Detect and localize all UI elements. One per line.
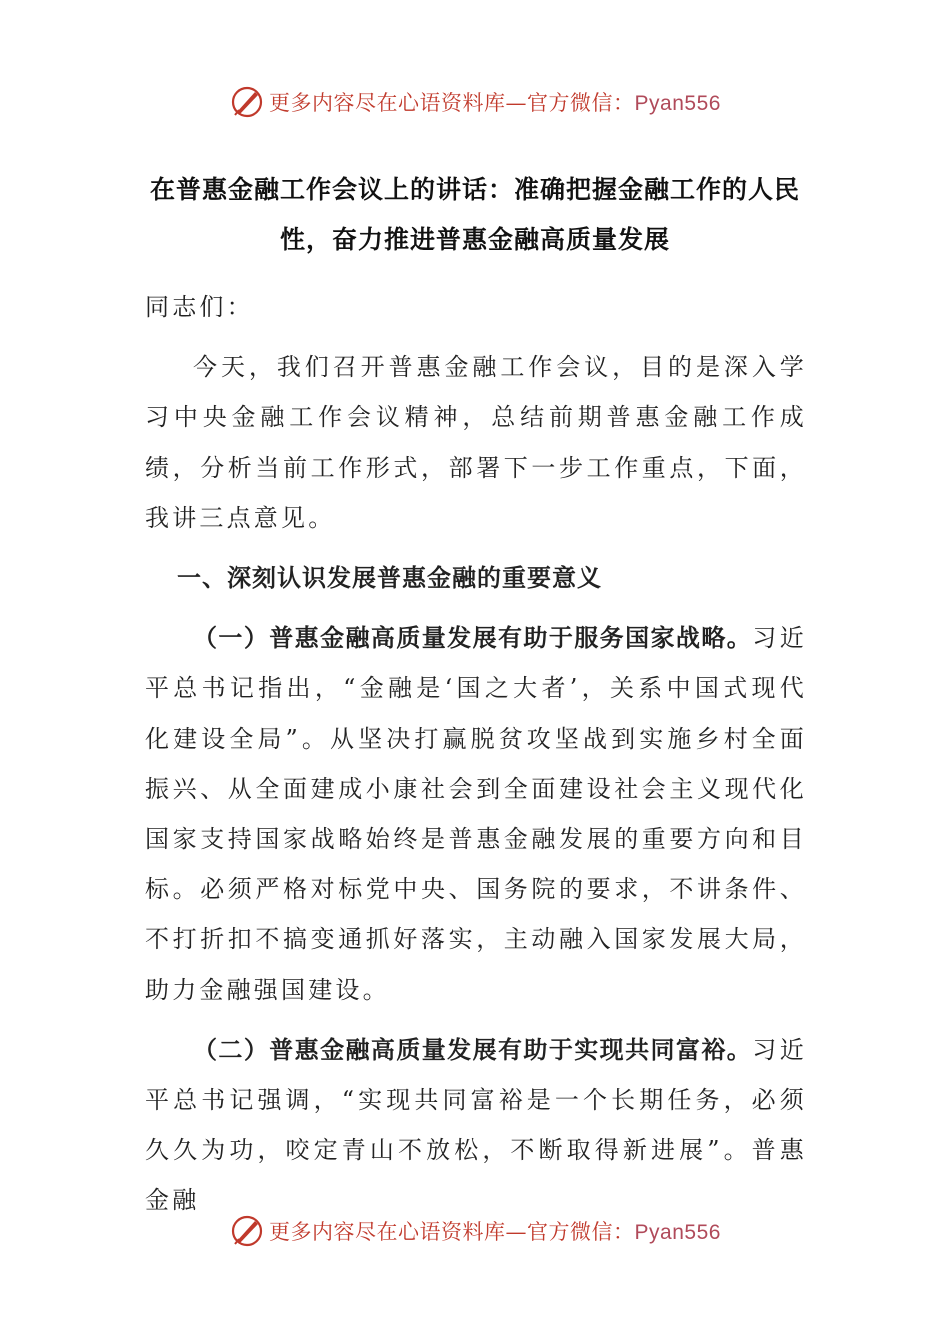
subsection-1-lead: （一）普惠金融高质量发展有助于服务国家战略。 [193,623,753,653]
subsection-2-body: 习近平总书记强调，“实现共同富裕是一个长期任务，必须久久为功，咬定青山不放松，不断取得新进展”。普惠金融 [145,1035,808,1215]
subsection-2-paragraph [145,1025,807,1226]
subsection-2-lead: （二）普惠金融高质量发展有助于实现共同富裕。 [193,1034,753,1064]
title-line-1: 在普惠金融工作会议上的讲话：准确把握金融工作的人民 [149,175,800,204]
footer-banner [0,1211,950,1251]
intro-paragraph: 今天，我们召开普惠金融工作会议，目的是深入学习中央金融工作会议精神，总结前期普惠金融工作成绩，分析当前工作形式，部署下一步工作重点，下面，我讲三点意见。 [145,353,807,532]
quill-logo-icon [229,1213,265,1249]
greeting: 同志们： [145,293,254,321]
quill-logo-icon [229,84,265,120]
subsection-1-paragraph [145,613,807,1015]
subsection-1-body: 习近平总书记指出，“金融是‘国之大者’，关系中国式现代化建设全局”。从坚决打赢脱贫攻坚战到实施乡村全面振兴、从全面建成小康社会到全面建设社会主义现代化国家支持国家战略始终是普惠金融发展的重要方向和目标。必须严格对标党中央、国务院的要求，不讲条件、不打折扣不搞变通抓好落实，主动融入国家发展大局，助力金融强国建设。 [145,624,808,1004]
header-banner [0,82,950,122]
document-body [145,282,807,1226]
section-1-heading: 一、深刻认识发展普惠金融的重要意义 [177,563,602,593]
document-title [140,165,810,265]
footer-banner-text: 更多内容尽在心语资料库—官方微信：Pyan556 [269,1220,721,1244]
title-line-2: 性，奋力推进普惠金融高质量发展 [279,225,670,254]
header-banner-text: 更多内容尽在心语资料库—官方微信：Pyan556 [269,91,721,115]
